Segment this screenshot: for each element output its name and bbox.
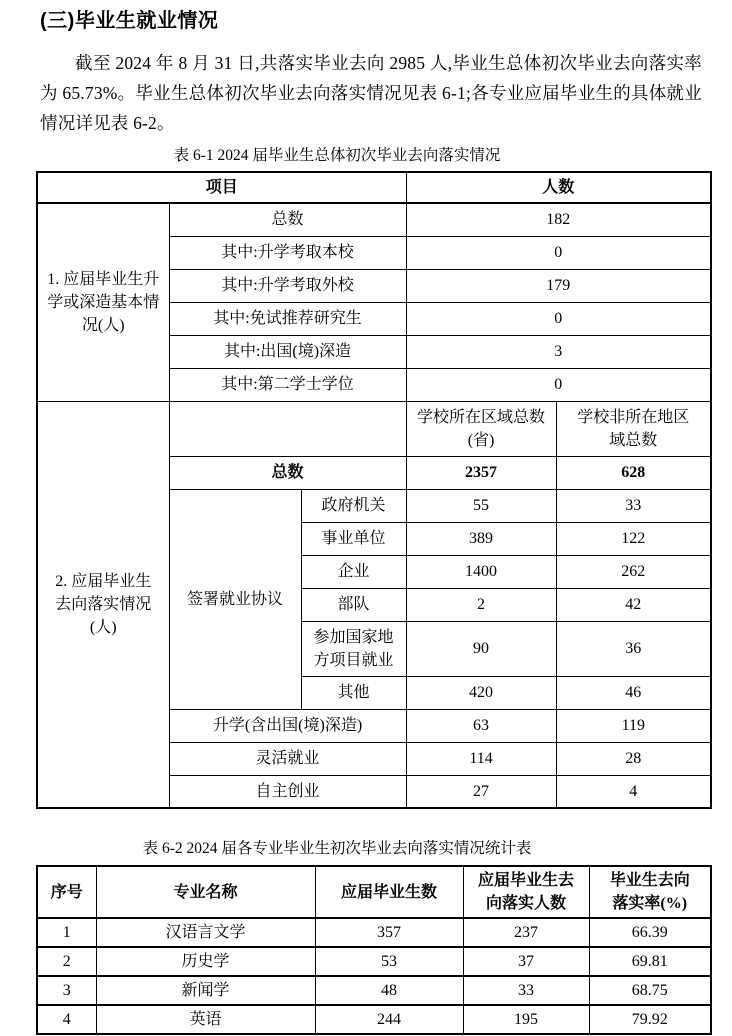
t1-row-label: 灵活就业 bbox=[169, 742, 406, 775]
t2-cell-rate: 68.75 bbox=[589, 976, 711, 1005]
t1-cell-out-region: 28 bbox=[556, 742, 711, 775]
t2-cell-major: 汉语言文学 bbox=[96, 918, 315, 947]
t2-header-settled: 应届毕业生去 向落实人数 bbox=[463, 866, 589, 918]
t1-row-label: 其中:出国(境)深造 bbox=[169, 335, 406, 368]
table2 bbox=[36, 865, 712, 1035]
t1-sub-label: 参加国家地 方项目就业 bbox=[301, 621, 406, 676]
t1-row-label: 升学(含出国(境)深造) bbox=[169, 709, 406, 742]
t1-cell-in-region: 1400 bbox=[406, 555, 556, 588]
t1-cell-in-region: 63 bbox=[406, 709, 556, 742]
table1-caption: 表 6-1 2024 届毕业生总体初次毕业去向落实情况 bbox=[173, 147, 501, 164]
t1-header-item: 项目 bbox=[37, 172, 406, 203]
t1-row-label: 总数 bbox=[169, 203, 406, 236]
t2-cell-major: 新闻学 bbox=[96, 976, 315, 1005]
t1-row-label: 其中:升学考取外校 bbox=[169, 269, 406, 302]
t1-region-col-header: 学校所在区域总数 (省) bbox=[406, 401, 556, 456]
t1-total-out-region: 628 bbox=[556, 456, 711, 489]
t1-total-label: 总数 bbox=[169, 456, 406, 489]
t1-cell-out-region: 46 bbox=[556, 676, 711, 709]
t2-header-major: 专业名称 bbox=[96, 866, 315, 918]
t1-row-label: 自主创业 bbox=[169, 775, 406, 808]
t1-cell-out-region: 122 bbox=[556, 522, 711, 555]
t2-header-grad-count: 应届毕业生数 bbox=[315, 866, 463, 918]
t2-cell-index: 2 bbox=[37, 947, 96, 976]
t1-sub-label: 政府机关 bbox=[301, 489, 406, 522]
t1-sub-label: 其他 bbox=[301, 676, 406, 709]
t1-cell-in-region: 2 bbox=[406, 588, 556, 621]
t2-cell-index: 4 bbox=[37, 1005, 96, 1034]
table2-caption: 表 6-2 2024 届各专业毕业生初次毕业去向落实情况统计表 bbox=[142, 840, 532, 857]
t1-cell-in-region: 55 bbox=[406, 489, 556, 522]
t1-cell-out-region: 4 bbox=[556, 775, 711, 808]
t1-cell-in-region: 420 bbox=[406, 676, 556, 709]
t1-sub-label: 企业 bbox=[301, 555, 406, 588]
t1-cell-in-region: 114 bbox=[406, 742, 556, 775]
t1-row-label: 其中:免试推荐研究生 bbox=[169, 302, 406, 335]
t1-row-value: 0 bbox=[406, 368, 711, 401]
table2-container bbox=[36, 865, 710, 1035]
t1-cell-in-region: 389 bbox=[406, 522, 556, 555]
t2-cell-rate: 79.92 bbox=[589, 1005, 711, 1034]
t1-section2-category: 2. 应届毕业生 去向落实情况 (人) bbox=[37, 401, 169, 808]
table1-container bbox=[36, 171, 710, 809]
t2-cell-index: 1 bbox=[37, 918, 96, 947]
t1-sub-label: 事业单位 bbox=[301, 522, 406, 555]
t1-cell-in-region: 27 bbox=[406, 775, 556, 808]
t1-row-value: 182 bbox=[406, 203, 711, 236]
table-row bbox=[37, 918, 711, 947]
t2-cell-grad-count: 53 bbox=[315, 947, 463, 976]
page-title: (三)毕业生就业情况 bbox=[40, 10, 219, 32]
t1-agreement-label: 签署就业协议 bbox=[169, 489, 301, 709]
t2-cell-major: 历史学 bbox=[96, 947, 315, 976]
t2-cell-settled: 195 bbox=[463, 1005, 589, 1034]
t1-empty-cell bbox=[169, 401, 406, 456]
t1-cell-in-region: 90 bbox=[406, 621, 556, 676]
t2-cell-grad-count: 357 bbox=[315, 918, 463, 947]
t2-cell-major: 英语 bbox=[96, 1005, 315, 1034]
t2-cell-settled: 37 bbox=[463, 947, 589, 976]
table-row bbox=[37, 976, 711, 1005]
t1-row-value: 0 bbox=[406, 236, 711, 269]
t2-cell-index: 3 bbox=[37, 976, 96, 1005]
t1-sub-label: 部队 bbox=[301, 588, 406, 621]
table-row bbox=[37, 1005, 711, 1034]
t2-header-rate: 毕业生去向 落实率(%) bbox=[589, 866, 711, 918]
t1-cell-out-region: 33 bbox=[556, 489, 711, 522]
t2-cell-rate: 69.81 bbox=[589, 947, 711, 976]
t2-cell-grad-count: 48 bbox=[315, 976, 463, 1005]
t1-row-value: 179 bbox=[406, 269, 711, 302]
t1-nonregion-col-header: 学校非所在地区 域总数 bbox=[556, 401, 711, 456]
t2-header-index: 序号 bbox=[37, 866, 96, 918]
table-row bbox=[37, 401, 711, 456]
intro-paragraph: 截至 2024 年 8 月 31 日,共落实毕业去向 2985 人,毕业生总体初次毕业去向落实率为 65.73%。毕业生总体初次毕业去向落实情况见表 6-1;各专业应届毕业生的具体就业情况详见表 6-2。 bbox=[40, 53, 702, 133]
t2-cell-rate: 66.39 bbox=[589, 918, 711, 947]
table-row bbox=[37, 947, 711, 976]
t1-section1-category: 1. 应届毕业生升 学或深造基本情 况(人) bbox=[37, 203, 169, 401]
t1-header-count: 人数 bbox=[406, 172, 711, 203]
table1 bbox=[36, 171, 712, 809]
table-row bbox=[37, 203, 711, 236]
t1-cell-out-region: 119 bbox=[556, 709, 711, 742]
t1-row-value: 0 bbox=[406, 302, 711, 335]
t1-cell-out-region: 36 bbox=[556, 621, 711, 676]
t2-cell-settled: 237 bbox=[463, 918, 589, 947]
t1-cell-out-region: 262 bbox=[556, 555, 711, 588]
t1-row-value: 3 bbox=[406, 335, 711, 368]
t1-total-in-region: 2357 bbox=[406, 456, 556, 489]
t1-cell-out-region: 42 bbox=[556, 588, 711, 621]
t1-row-label: 其中:升学考取本校 bbox=[169, 236, 406, 269]
t2-cell-settled: 33 bbox=[463, 976, 589, 1005]
t2-cell-grad-count: 244 bbox=[315, 1005, 463, 1034]
t1-row-label: 其中:第二学士学位 bbox=[169, 368, 406, 401]
